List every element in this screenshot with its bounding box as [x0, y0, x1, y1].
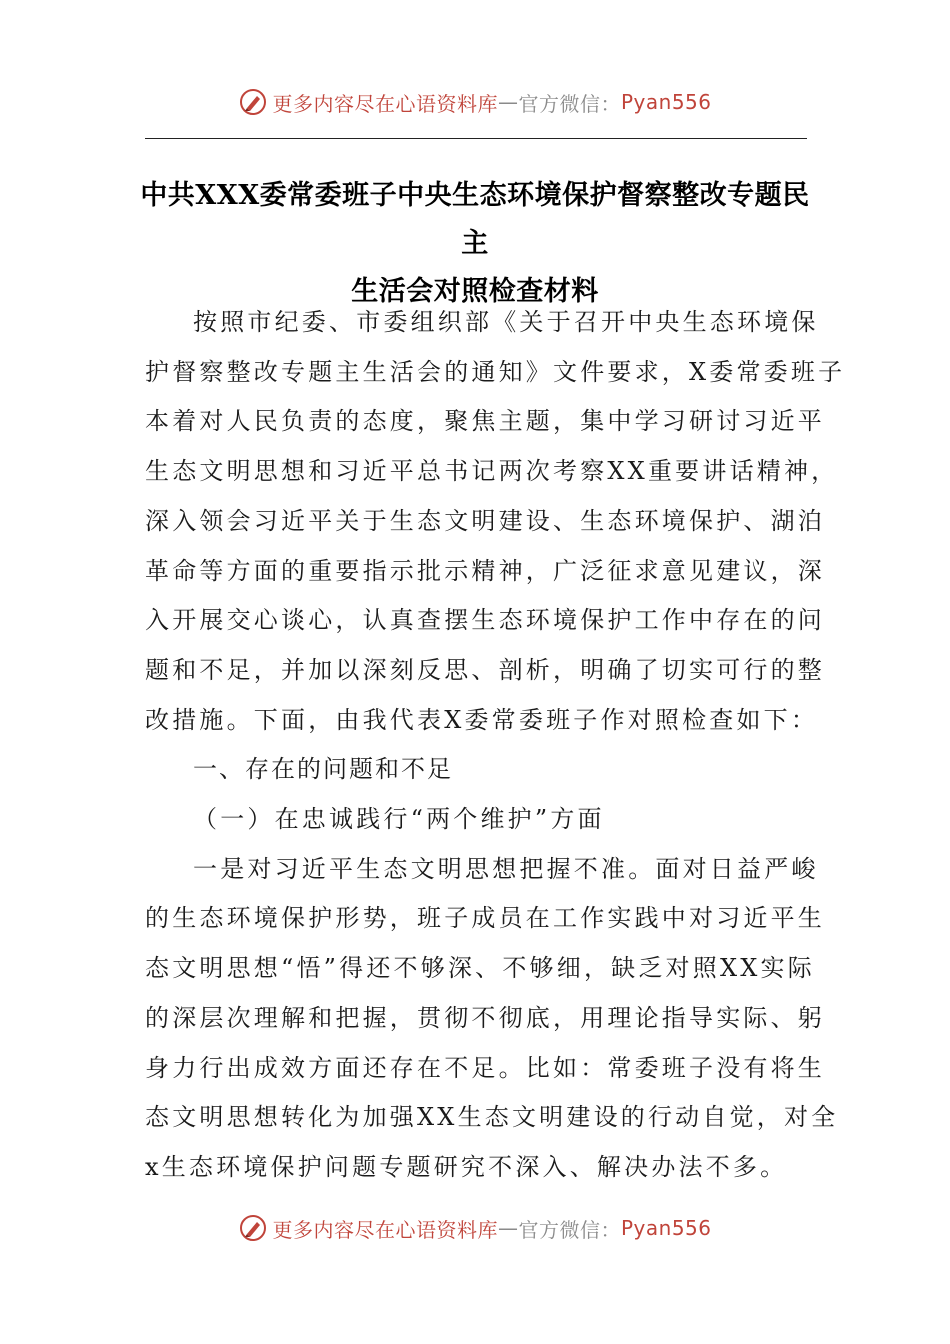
intro-line: 本着对人民负责的态度，聚焦主题，集中学习研讨习近平 [145, 407, 825, 436]
para-line: 的生态环境保护形势，班子成员在工作实践中对习近平生 [145, 904, 825, 933]
banner-wechat-id: Pyan556 [620, 90, 712, 114]
para-line: 的深层次理解和把握，贯彻不彻底，用理论指导实际、躬 [145, 1003, 825, 1032]
banner-dash: — [497, 90, 519, 114]
intro-line: 题和不足，并加以深刻反思、剖析，明确了切实可行的整 [145, 655, 825, 684]
header-divider [145, 138, 807, 139]
subsection-heading: （一）在忠诚践行“两个维护”方面 [193, 805, 605, 834]
intro-line: 改措施。下面，由我代表X委常委班子作对照检查如下： [145, 705, 819, 734]
para-line: 身力行出成效方面还存在不足。比如：常委班子没有将生 [145, 1053, 825, 1082]
banner-main-text: 更多内容尽在心语资料库 [272, 91, 498, 116]
para-line: x生态环境保护问题专题研究不深入、解决办法不多。 [145, 1152, 788, 1181]
para-line: 一是对习近平生态文明思想把握不准。面对日益严峻 [193, 854, 819, 883]
pen-logo-icon [238, 87, 268, 117]
intro-line: 护督察整改专题主生活会的通知》文件要求，X委常委班子 [145, 357, 846, 386]
banner-main-text: 更多内容尽在心语资料库 [272, 1217, 498, 1242]
intro-line: 入开展交心谈心，认真查摆生态环境保护工作中存在的问 [145, 606, 825, 635]
banner-wechat-id: Pyan556 [620, 1216, 712, 1240]
title-line-2: 生活会对照检查材料 [351, 276, 599, 307]
header-banner [0, 82, 950, 122]
pen-logo-icon [238, 1213, 268, 1243]
intro-line: 革命等方面的重要指示批示精神，广泛征求意见建议，深 [145, 556, 825, 585]
para-line: 态文明思想“悟”得还不够深、不够细，缺乏对照XX实际 [145, 954, 815, 983]
intro-line: 生态文明思想和习近平总书记两次考察XX重要讲话精神， [145, 457, 839, 486]
para-line: 态文明思想转化为加强XX生态文明建设的行动自觉，对全 [145, 1103, 839, 1132]
intro-line: 深入领会习近平关于生态文明建设、生态环境保护、湖泊 [145, 506, 825, 535]
section-heading: 一、存在的问题和不足 [193, 755, 453, 784]
banner-contact-label: 官方微信： [518, 1217, 621, 1242]
banner-dash: — [497, 1216, 519, 1240]
footer-banner [0, 1208, 950, 1248]
intro-line: 按照市纪委、市委组织部《关于召开中央生态环境保 [193, 308, 819, 336]
banner-contact-label: 官方微信： [518, 91, 621, 116]
title-line-1: 中共XXX委常委班子中央生态环境保护督察整改专题民主 [140, 180, 810, 259]
document-title [140, 172, 810, 316]
document-body [145, 298, 846, 1193]
